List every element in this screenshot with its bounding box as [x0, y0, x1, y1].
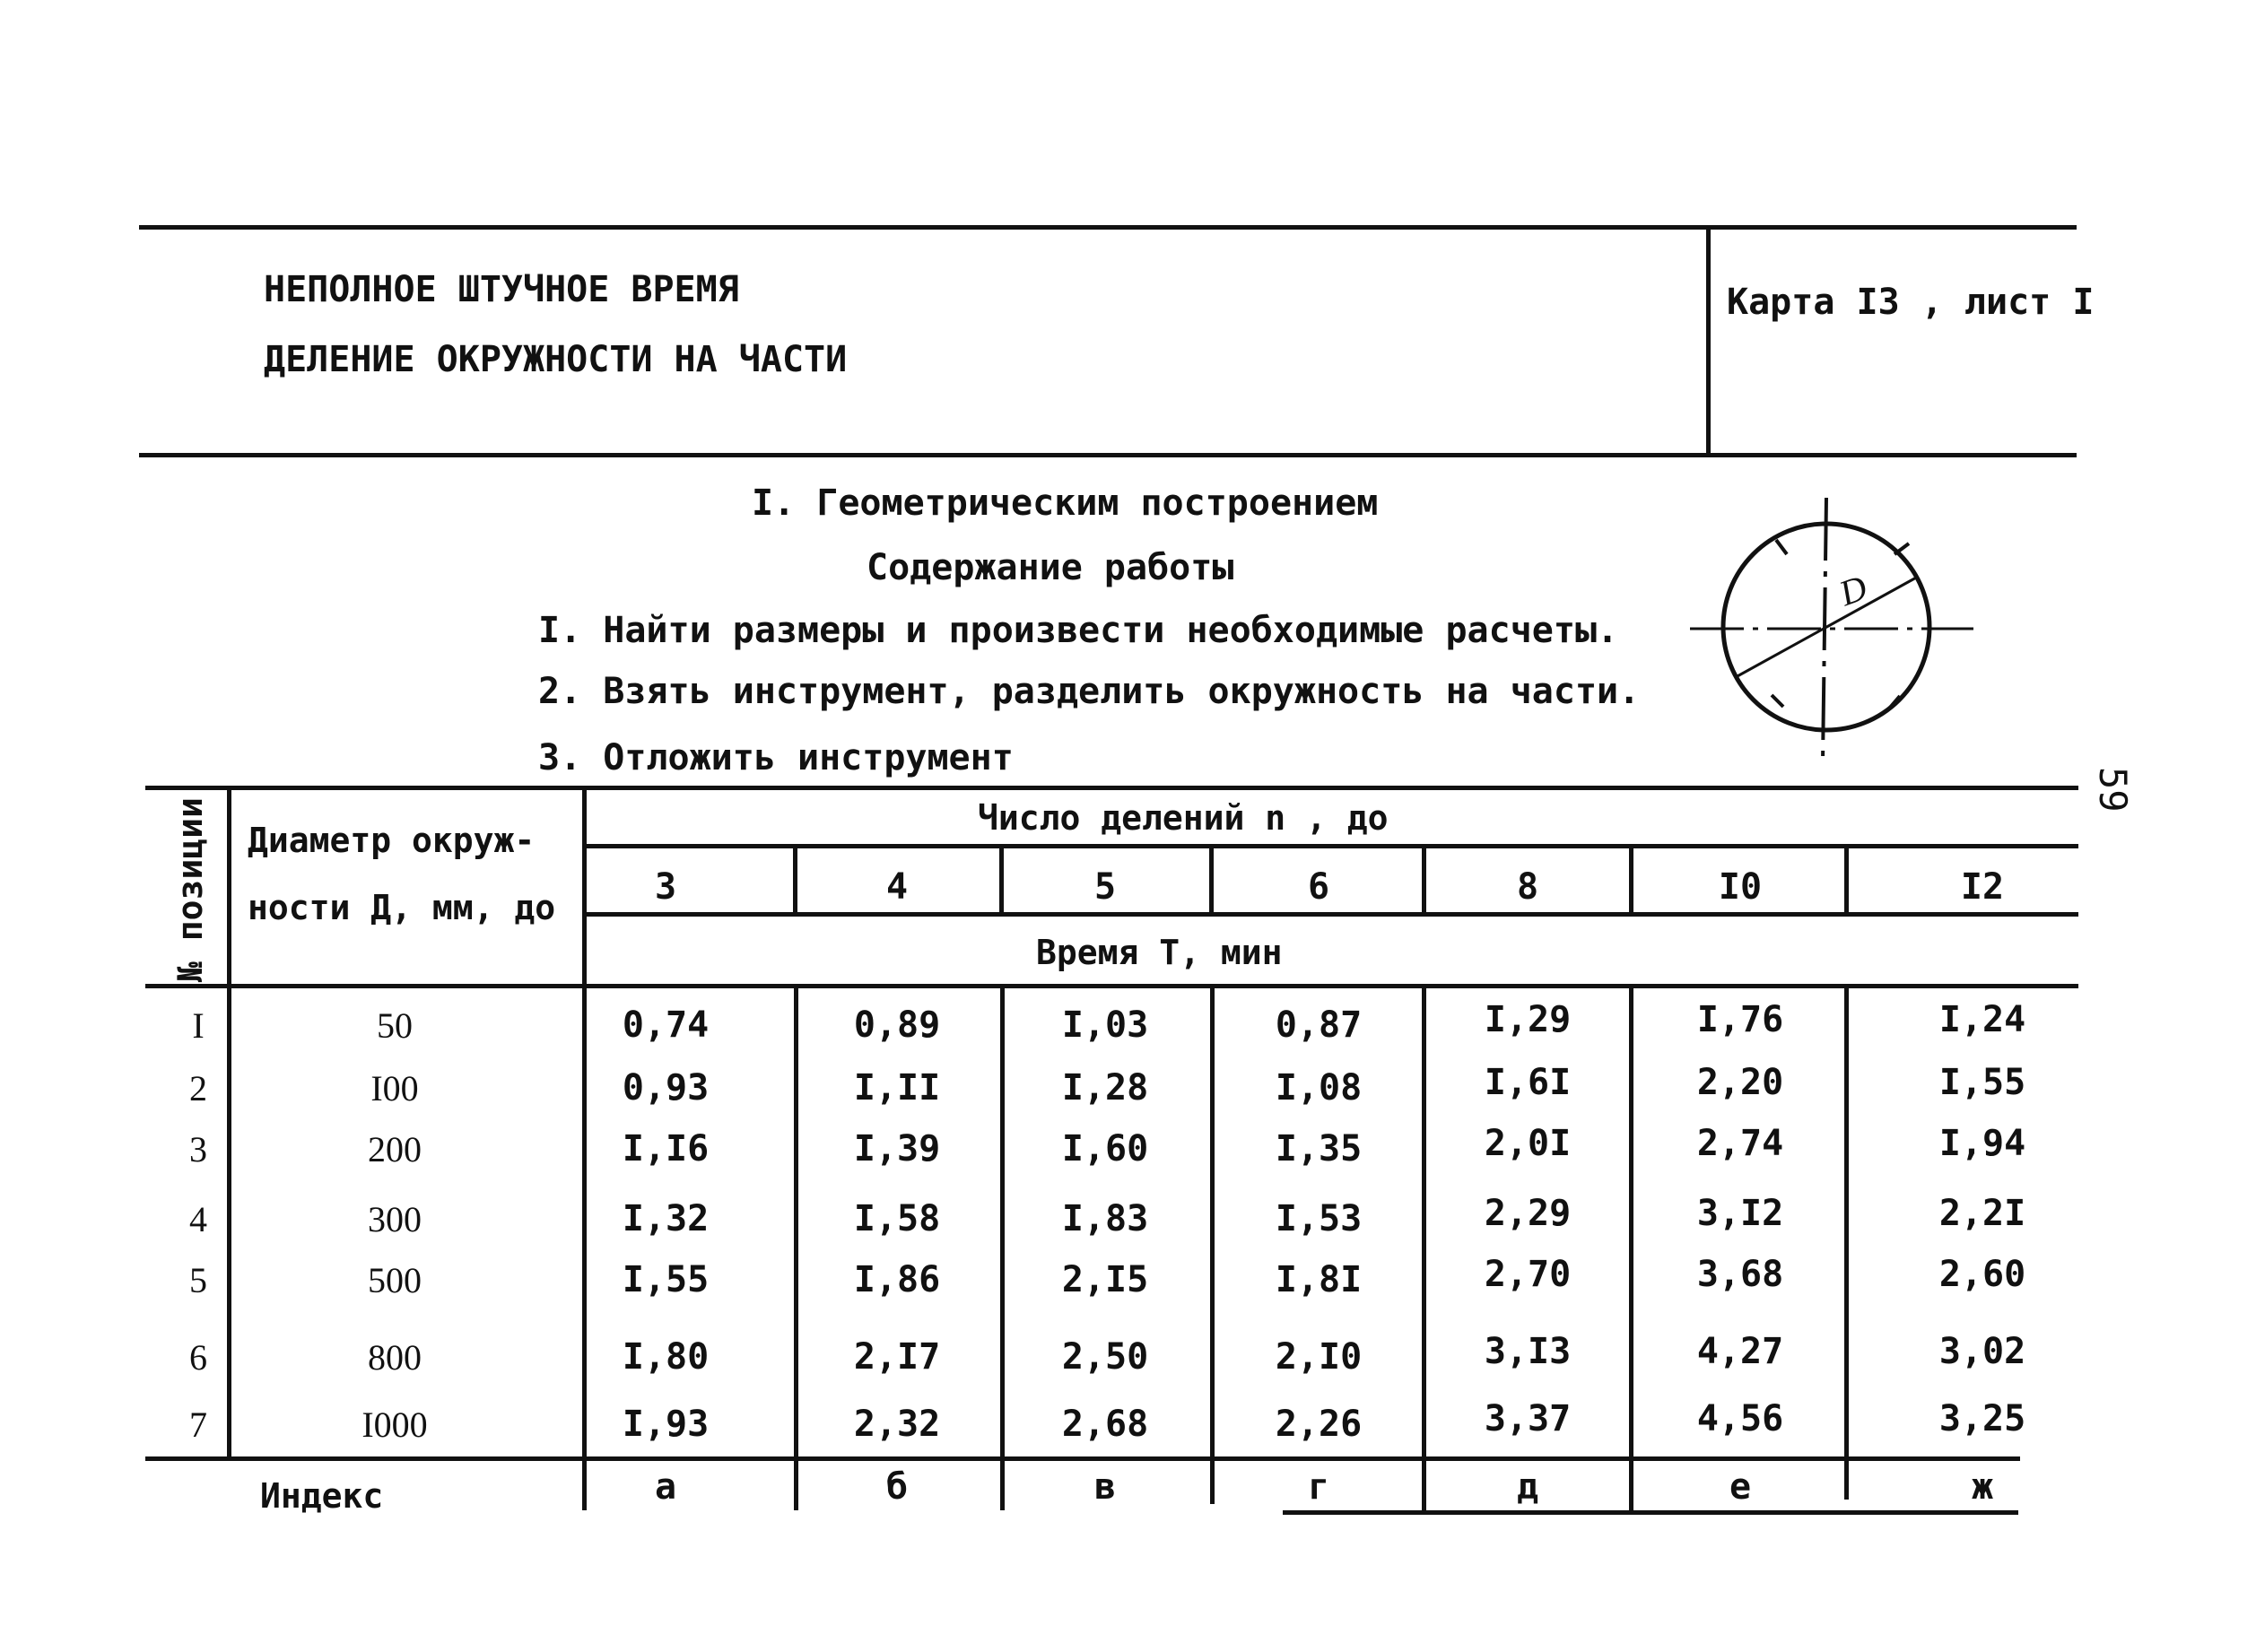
diameter-header-line2: ности Д, мм, до — [248, 888, 556, 927]
time-cell: I,I6 — [622, 1128, 710, 1169]
time-cell: I,28 — [1061, 1067, 1149, 1109]
table-bottom-rule — [145, 1456, 2020, 1461]
document-subtitle: ДЕЛЕНИЕ ОКРУЖНОСТИ НА ЧАСТИ — [264, 339, 848, 380]
time-cell: I,08 — [1275, 1067, 1363, 1109]
time-cell: I,58 — [853, 1198, 941, 1239]
section-title: I. Геометрическим построением — [752, 483, 1379, 524]
division-count-4: 6 — [1307, 866, 1330, 908]
row-diameter: 300 — [368, 1199, 422, 1239]
col-rule-10b — [1629, 984, 1633, 1513]
time-cell: 2,32 — [853, 1404, 941, 1445]
counts-rule — [585, 912, 2078, 917]
time-cell: 0,74 — [622, 1004, 710, 1046]
row-position: I — [192, 1005, 205, 1046]
step-2: 2. Взять инструмент, разделить окружность на части. — [538, 671, 1641, 712]
time-cell: I,86 — [853, 1259, 941, 1300]
row-position: 2 — [189, 1068, 207, 1109]
time-cell: I,76 — [1696, 999, 1784, 1040]
time-cell: 4,27 — [1696, 1331, 1784, 1372]
time-cell: I,93 — [622, 1404, 710, 1445]
work-content-heading: Содержание работы — [867, 547, 1234, 588]
division-count-6: I0 — [1718, 866, 1763, 908]
division-count-5: 8 — [1516, 866, 1539, 908]
time-cell: 2,26 — [1275, 1404, 1363, 1445]
index-letter-7: ж — [1971, 1466, 1994, 1508]
header-divider — [1706, 225, 1711, 453]
header-bottom-rule — [139, 453, 2077, 457]
index-letter-6: е — [1729, 1466, 1752, 1508]
time-cell: 0,89 — [853, 1004, 941, 1046]
time-header: Время Т, мин — [1036, 933, 1283, 972]
time-cell: 2,0I — [1484, 1123, 1572, 1164]
division-count-7: I2 — [1960, 866, 2005, 908]
division-count-3: 5 — [1093, 866, 1117, 908]
index-underline — [1283, 1510, 2018, 1515]
col-rule-4 — [793, 844, 797, 916]
col-rule-10 — [1629, 844, 1633, 916]
row-diameter: 800 — [368, 1337, 422, 1378]
step-3: 3. Отложить инструмент — [538, 737, 1014, 778]
time-cell: 2,2I — [1938, 1193, 2026, 1234]
time-cell: I,29 — [1484, 999, 1572, 1040]
row-diameter: I000 — [361, 1404, 428, 1445]
time-cell: I,24 — [1938, 999, 2026, 1040]
time-cell: 2,50 — [1061, 1336, 1149, 1378]
row-position: 6 — [189, 1337, 207, 1378]
division-count-1: 3 — [654, 866, 677, 908]
row-position: 3 — [189, 1129, 207, 1169]
card-sheet-label: Карта I3 , лист I — [1727, 282, 2095, 323]
time-cell: 2,I7 — [853, 1336, 941, 1378]
time-cell: I,60 — [1061, 1128, 1149, 1169]
time-cell: I,32 — [622, 1198, 710, 1239]
time-cell: 3,02 — [1938, 1331, 2026, 1372]
time-cell: I,II — [853, 1067, 941, 1109]
time-cell: 3,37 — [1484, 1398, 1572, 1439]
col-rule-12b — [1844, 984, 1849, 1500]
row-diameter: I00 — [370, 1068, 419, 1109]
time-cell: I,8I — [1275, 1259, 1363, 1300]
time-cell: I,83 — [1061, 1198, 1149, 1239]
row-position: 4 — [189, 1199, 207, 1239]
col-rule-5 — [999, 844, 1004, 916]
table-top-rule — [145, 786, 2078, 790]
header-rule — [145, 984, 2078, 988]
time-cell: 2,I5 — [1061, 1259, 1149, 1300]
time-cell: 2,20 — [1696, 1062, 1784, 1103]
page-number: 59 — [2091, 767, 2135, 813]
time-cell: I,80 — [622, 1336, 710, 1378]
row-position: 5 — [189, 1260, 207, 1300]
time-cell: I,53 — [1275, 1198, 1363, 1239]
time-cell: 2,70 — [1484, 1254, 1572, 1295]
divisions-rule — [585, 844, 2078, 848]
time-cell: I,35 — [1275, 1128, 1363, 1169]
time-cell: 2,74 — [1696, 1123, 1784, 1164]
time-cell: 3,I2 — [1696, 1193, 1784, 1234]
row-diameter: 50 — [377, 1005, 413, 1046]
time-cell: I,94 — [1938, 1123, 2026, 1164]
time-cell: 0,93 — [622, 1067, 710, 1109]
row-diameter: 200 — [368, 1129, 422, 1169]
circle-division-diagram — [1686, 493, 1982, 771]
time-cell: I,6I — [1484, 1062, 1572, 1103]
index-letter-4: г — [1307, 1466, 1330, 1508]
col-rule-pos — [227, 786, 231, 1458]
time-cell: 4,56 — [1696, 1398, 1784, 1439]
time-cell: 2,68 — [1061, 1404, 1149, 1445]
time-cell: I,03 — [1061, 1004, 1149, 1046]
row-position: 7 — [189, 1404, 207, 1445]
divisions-header: Число делений n , до — [978, 798, 1389, 838]
time-cell: 2,29 — [1484, 1193, 1572, 1234]
position-header: № позиции — [170, 797, 210, 982]
index-letter-1: а — [654, 1466, 677, 1508]
col-rule-5b — [1000, 984, 1005, 1510]
time-cell: 2,60 — [1938, 1254, 2026, 1295]
time-cell: 3,68 — [1696, 1254, 1784, 1295]
col-rule-6 — [1209, 844, 1214, 916]
diameter-header-line1: Диаметр окруж- — [248, 821, 536, 860]
time-cell: 2,I0 — [1275, 1336, 1363, 1378]
diameter-label: D — [1834, 567, 1873, 614]
header-top-rule — [139, 225, 2077, 230]
step-1: I. Найти размеры и произвести необходимые расчеты. — [538, 610, 1619, 651]
document-title: НЕПОЛНОЕ ШТУЧНОЕ ВРЕМЯ — [264, 269, 739, 310]
time-cell: I,39 — [853, 1128, 941, 1169]
col-rule-6b — [1210, 984, 1215, 1504]
time-cell: 0,87 — [1275, 1004, 1363, 1046]
col-rule-8b — [1422, 984, 1426, 1513]
time-cell: 3,I3 — [1484, 1331, 1572, 1372]
col-rule-diam — [582, 786, 587, 1510]
index-letter-2: б — [885, 1466, 909, 1508]
col-rule-12 — [1844, 844, 1849, 916]
col-rule-8 — [1422, 844, 1426, 916]
time-cell: 3,25 — [1938, 1398, 2026, 1439]
index-letter-3: в — [1093, 1466, 1117, 1508]
index-letter-5: д — [1516, 1466, 1539, 1508]
time-cell: I,55 — [1938, 1062, 2026, 1103]
division-count-2: 4 — [885, 866, 909, 908]
row-diameter: 500 — [368, 1260, 422, 1300]
index-label: Индекс — [260, 1476, 384, 1516]
time-cell: I,55 — [622, 1259, 710, 1300]
col-rule-4b — [794, 984, 798, 1510]
